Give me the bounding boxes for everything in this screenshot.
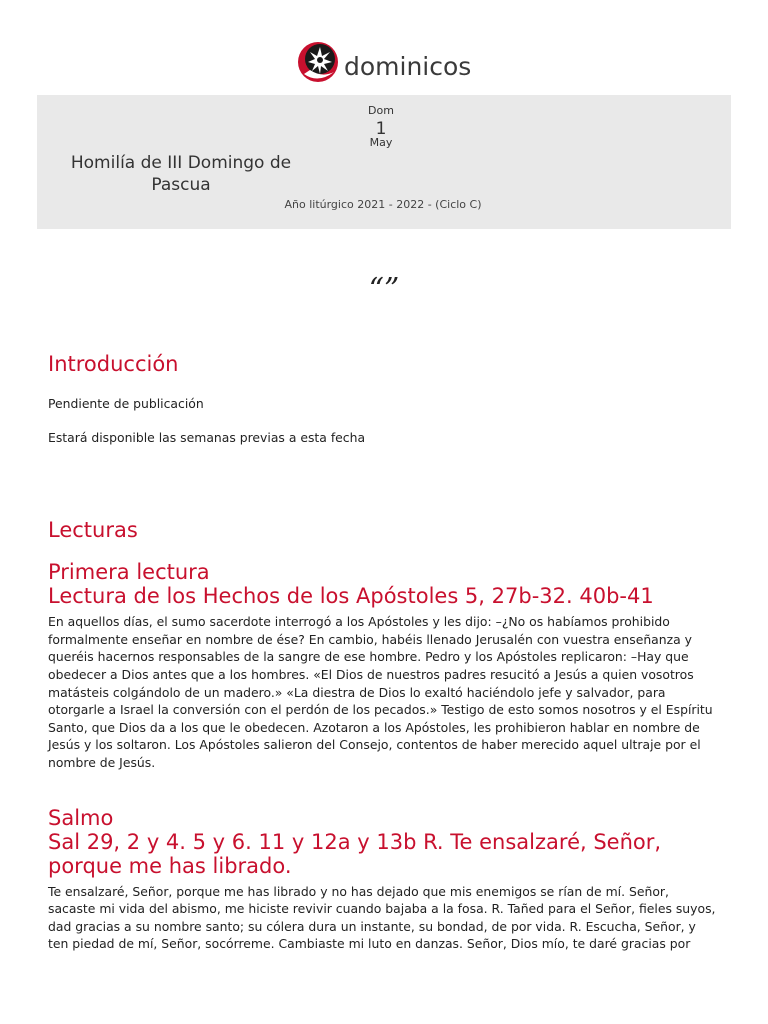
primera-lectura-reference: Lectura de los Hechos de los Apóstoles 5, 27b-32. 40b-41 [48,584,654,609]
introduccion-pending: Pendiente de publicación [48,396,204,411]
primera-lectura-text: En aquellos días, el sumo sacerdote interrogó a los Apóstoles y les dijo: –¿No os habíamos prohibido formalmente enseñar en nombre de ése? En cambio, habéis llenado Jerusalén con vuestra enseñanza y queréis hacernos responsables de la sangre de ese hombre. Pedro y los Apóstoles replicaron: –Hay que obedecer a Dios antes que a los hombres. «El Dios de nuestros padres resucitó a Jesús a quien vosotros matásteis colgándolo de un madero.» «La diestra de Dios lo exaltó haciéndolo jefe y salvador, para otorgarle a Israel la conversión con el perdón de los pecados.» Testigo de esto somos nosotros y el Espíritu Santo, que Dios da a los que le obedecen. Azotaron a los Apóstoles, les prohibieron hablar en nombre de Jesús y los soltaron. Los Apóstoles salieron del Consejo, contentos de haber merecido aquel ultraje por el nombre de Jesús. [48,614,713,770]
introduccion-availability: Estará disponible las semanas previas a esta fecha [48,429,366,445]
brand-name: dominicos [344,51,472,81]
main-content [48,350,720,953]
brand-logo[interactable] [296,40,471,84]
liturgical-year: Año litúrgico 2021 - 2022 - (Ciclo C) [284,198,482,211]
primera-lectura-heading: Primera lectura [48,560,210,585]
date-day-of-week: Dom [368,104,394,117]
dominicos-star-logo-icon [296,40,340,84]
salmo-reference: Sal 29, 2 y 4. 5 y 6. 11 y 12a y 13b R. Te ensalzaré, Señor, porque me has librado. [48,829,662,878]
salmo-text: Te ensalzaré, Señor, porque me has librado y no has dejado que mis enemigos se rían de mí. Señor, sacaste mi vida del abismo, me hiciste revivir cuando bajaba a la fosa. R. Tañed para el Señor, fieles suyos, dad gracias a su nombre santo; su cólera dura un instante, su bondad, de por vida. R. Escucha, Señor, y ten piedad de mí, Señor, socórreme. Cambiaste mi luto en danzas. Señor, Dios mío, te daré gracias por [48,883,716,952]
quote-mark: “” [368,272,400,307]
introduccion-heading: Introducción [48,352,179,376]
date-day-number: 1 [375,119,387,139]
page-title: Homilía de III Domingo de Pascua [70,153,292,195]
salmo-heading: Salmo [48,805,114,830]
date-month: May [369,136,393,149]
lecturas-heading: Lecturas [48,518,138,543]
